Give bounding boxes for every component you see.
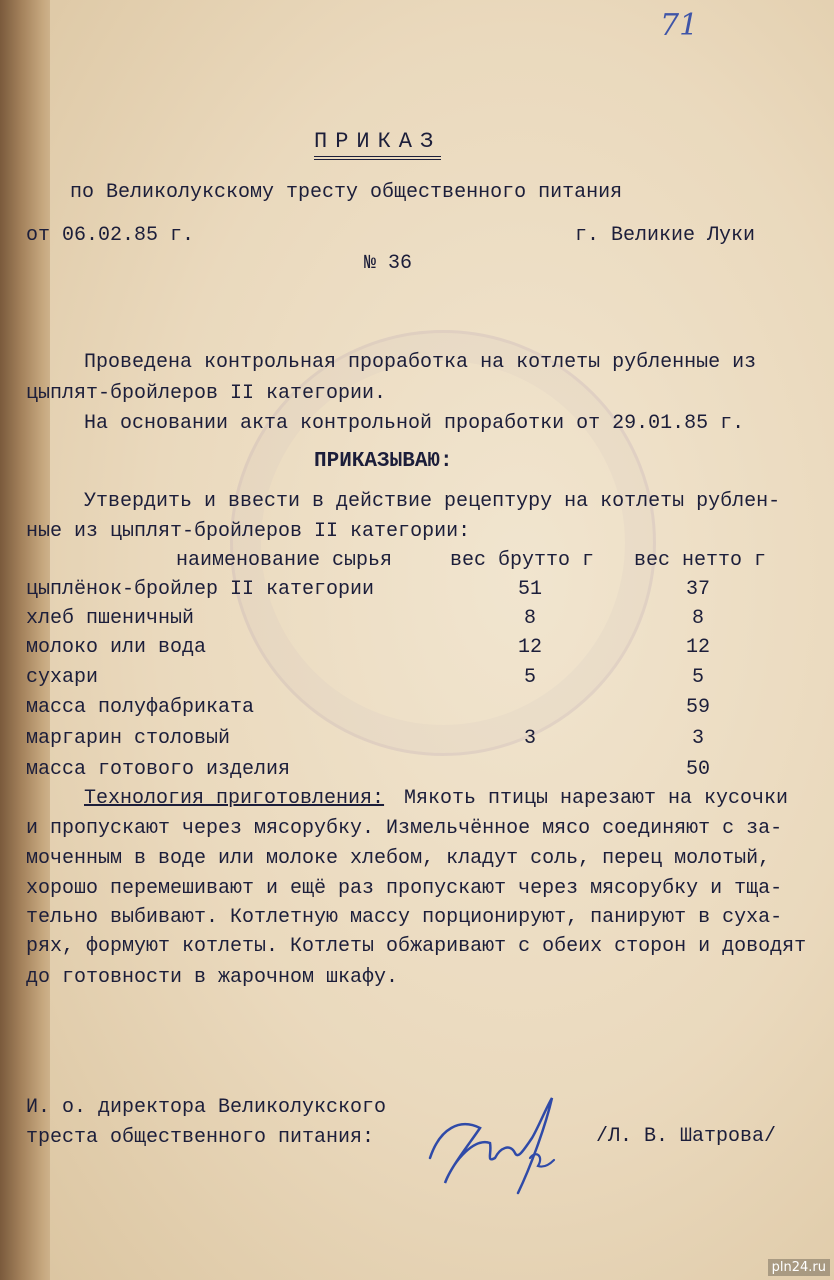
table-row-net: 37 xyxy=(685,578,710,601)
signatory-title-line-1: И. о. директора Великолукского xyxy=(26,1096,387,1119)
handwritten-signature xyxy=(420,1088,570,1198)
technology-line: и пропускают через мясорубку. Измельчённое мясо соединяют с за- xyxy=(26,817,783,840)
order-heading: ПРИКАЗЫВАЮ: xyxy=(314,450,453,473)
table-row-gross: 12 xyxy=(517,636,542,659)
signatory-name: /Л. В. Шатрова/ xyxy=(596,1125,777,1148)
table-header-net: вес нетто г xyxy=(634,549,767,572)
table-row-net: 59 xyxy=(685,696,710,719)
signatory-title-line-2: треста общественного питания: xyxy=(26,1126,375,1149)
document-title: ПРИКАЗ xyxy=(314,129,441,160)
technology-line: до готовности в жарочном шкафу. xyxy=(26,966,399,989)
intro-line-2: цыплят-бройлеров II категории. xyxy=(26,382,387,405)
technology-line: моченным в воде или молоке хлебом, кладут соль, перец молотый, xyxy=(26,847,771,870)
table-row-gross: 5 xyxy=(523,666,536,689)
table-row-gross: 3 xyxy=(523,727,536,750)
table-header-gross: вес брутто г xyxy=(450,549,595,572)
basis-line: На основании акта контрольной проработки от 29.01.85 г. xyxy=(84,412,745,435)
document-number: № 36 xyxy=(364,252,413,275)
table-row-net: 50 xyxy=(685,758,710,781)
site-watermark: pln24.ru xyxy=(768,1259,830,1276)
document-city: г. Великие Луки xyxy=(575,224,756,247)
table-row-name: хлеб пшеничный xyxy=(26,607,195,630)
table-row-net: 8 xyxy=(691,607,704,630)
table-header-name: наименование сырья xyxy=(176,549,393,572)
approve-line-2: ные из цыплят-бройлеров II категории: xyxy=(26,520,471,543)
page-number: 71 xyxy=(660,8,699,43)
approve-line-1: Утвердить и ввести в действие рецептуру на котлеты рублен- xyxy=(84,490,781,513)
technology-line: рях, формуют котлеты. Котлеты обжаривают с обеих сторон и доводят xyxy=(26,935,807,958)
table-row-name: цыплёнок-бройлер II категории xyxy=(26,578,375,601)
technology-line-1: Мякоть птицы нарезают на кусочки xyxy=(404,787,789,810)
table-row-name: масса полуфабриката xyxy=(26,696,255,719)
table-row-net: 3 xyxy=(691,727,704,750)
table-row-name: масса готового изделия xyxy=(26,758,291,781)
table-row-gross: 51 xyxy=(517,578,542,601)
document-subtitle: по Великолукскому тресту общественного питания xyxy=(70,181,623,204)
table-row-net: 5 xyxy=(691,666,704,689)
document-date: от 06.02.85 г. xyxy=(26,224,195,247)
table-row-name: сухари xyxy=(26,666,99,689)
technology-line: хорошо перемешивают и ещё раз пропускают через мясорубку и тща- xyxy=(26,877,783,900)
intro-line-1: Проведена контрольная проработка на котлеты рубленные из xyxy=(84,351,757,374)
technology-line: тельно выбивают. Котлетную массу порционируют, панируют в суха- xyxy=(26,906,783,929)
table-row-gross: 8 xyxy=(523,607,536,630)
technology-label: Технология приготовления: xyxy=(84,787,385,810)
table-row-name: маргарин столовый xyxy=(26,727,231,750)
table-row-net: 12 xyxy=(685,636,710,659)
table-row-name: молоко или вода xyxy=(26,636,207,659)
